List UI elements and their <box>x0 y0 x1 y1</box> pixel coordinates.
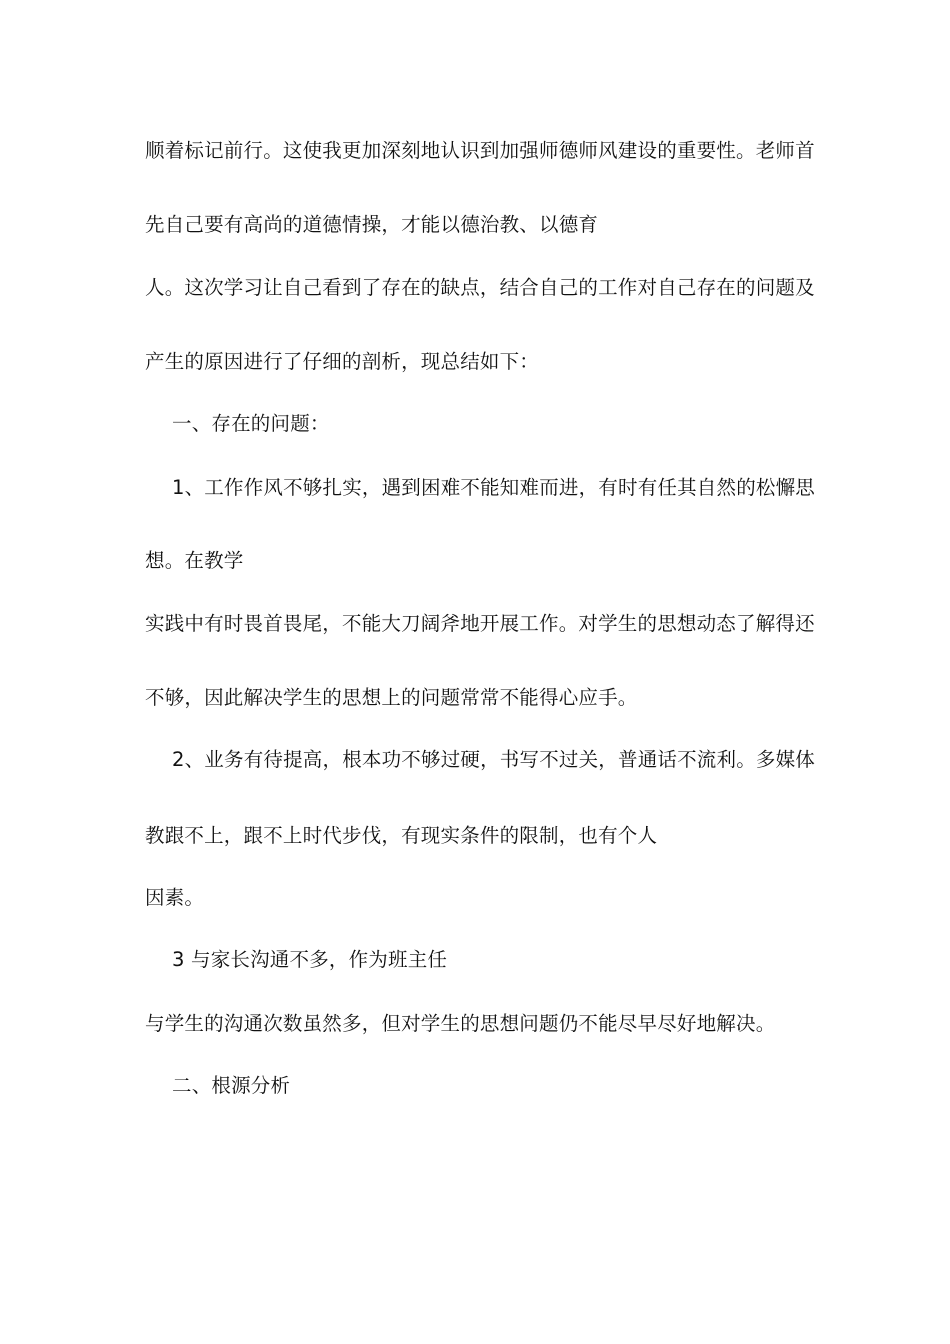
paragraph-line: 人。这次学习让自己看到了存在的缺点，结合自己的工作对自己存在的问题及 <box>145 276 815 299</box>
list-item-line: 1、工作作风不够扎实，遇到困难不能知难而进，有时有任其自然的松懈思 <box>172 476 816 499</box>
paragraph-line: 因素。 <box>145 886 205 909</box>
list-item-line: 3 与家长沟通不多，作为班主任 <box>172 948 448 971</box>
paragraph-line: 与学生的沟通次数虽然多，但对学生的思想问题仍不能尽早尽好地解决。 <box>145 1012 776 1035</box>
paragraph-line: 想。在教学 <box>145 549 244 572</box>
paragraph-line: 产生的原因进行了仔细的剖析，现总结如下： <box>145 350 540 373</box>
paragraph-line: 实践中有时畏首畏尾，不能大刀阔斧地开展工作。对学生的思想动态了解得还 <box>145 612 815 635</box>
paragraph-line: 不够，因此解决学生的思想上的问题常常不能得心应手。 <box>145 686 638 709</box>
section-heading: 二、根源分析 <box>172 1074 291 1097</box>
paragraph-line: 先自己要有高尚的道德情操，才能以德治教、以德育 <box>145 213 599 236</box>
section-heading: 一、存在的问题： <box>172 412 330 435</box>
paragraph-line: 顺着标记前行。这使我更加深刻地认识到加强师德师风建设的重要性。老师首 <box>145 139 815 162</box>
list-item-line: 2、业务有待提高，根本功不够过硬，书写不过关，普通话不流利。多媒体 <box>172 748 816 771</box>
paragraph-line: 教跟不上，跟不上时代步伐，有现实条件的限制，也有个人 <box>145 824 658 847</box>
